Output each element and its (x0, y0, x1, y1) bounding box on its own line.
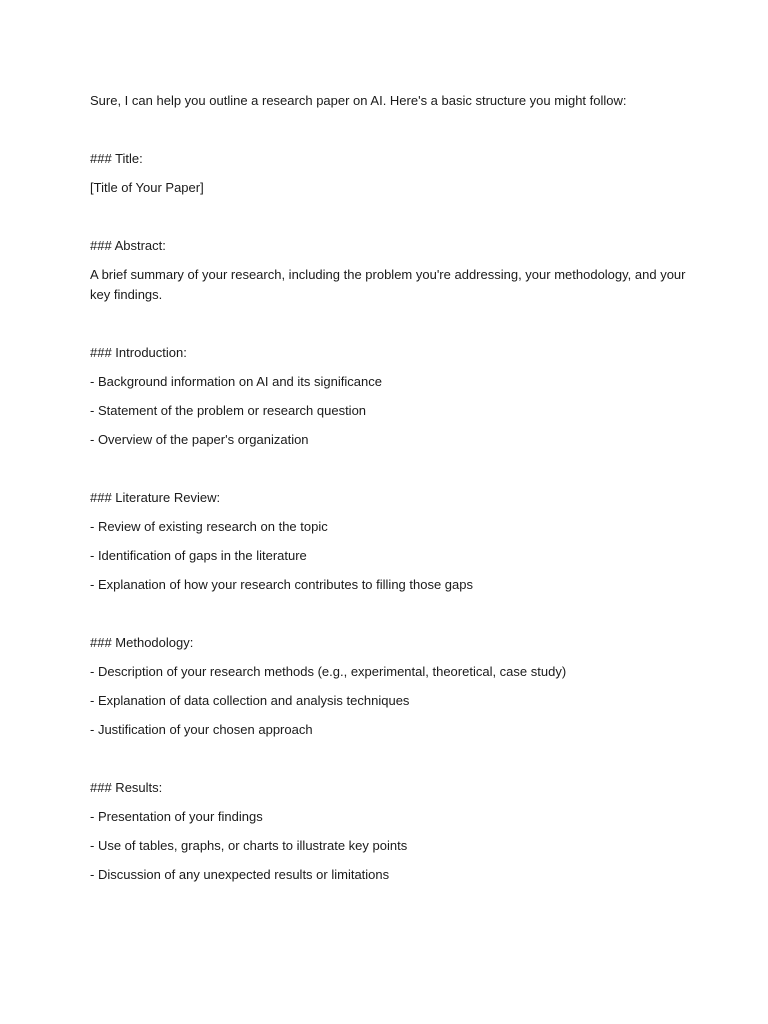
document-body (90, 91, 690, 923)
list-item: - Overview of the paper's organization (90, 432, 309, 447)
section-literature-review (90, 488, 690, 595)
section-line: [Title of Your Paper] (90, 180, 204, 195)
list-item: - Review of existing research on the topic (90, 519, 328, 534)
section-abstract (90, 236, 690, 305)
section-heading: ### Results: (90, 780, 163, 795)
section-heading: ### Literature Review: (90, 490, 221, 505)
section-heading: ### Title: (90, 151, 143, 166)
list-item: - Justification of your chosen approach (90, 722, 313, 737)
list-item: - Background information on AI and its significance (90, 374, 382, 389)
section-introduction (90, 343, 690, 450)
section-heading: ### Methodology: (90, 635, 194, 650)
list-item: - Statement of the problem or research question (90, 403, 367, 418)
list-item: - Explanation of how your research contributes to filling those gaps (90, 577, 473, 592)
list-item: - Use of tables, graphs, or charts to illustrate key points (90, 838, 408, 853)
section-methodology (90, 633, 690, 740)
intro-paragraph: Sure, I can help you outline a research paper on AI. Here's a basic structure you might follow: (90, 93, 627, 108)
section-heading: ### Abstract: (90, 238, 166, 253)
section-line: A brief summary of your research, including the problem you're addressing, your methodology, and your key findings. (90, 267, 686, 302)
section-title (90, 149, 690, 198)
list-item: - Description of your research methods (e.g., experimental, theoretical, case study) (90, 664, 567, 679)
list-item: - Discussion of any unexpected results or limitations (90, 867, 390, 882)
list-item: - Identification of gaps in the literature (90, 548, 307, 563)
list-item: - Presentation of your findings (90, 809, 263, 824)
section-heading: ### Introduction: (90, 345, 187, 360)
section-results (90, 778, 690, 885)
list-item: - Explanation of data collection and analysis techniques (90, 693, 410, 708)
